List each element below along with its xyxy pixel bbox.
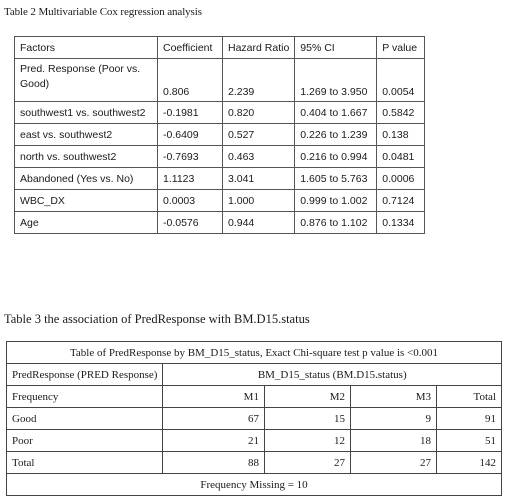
frequency-cell: 21 xyxy=(163,430,265,452)
table-row xyxy=(7,408,502,430)
table-row xyxy=(15,102,425,124)
table-footer-row xyxy=(7,474,502,496)
frequency-cell: 18 xyxy=(350,430,436,452)
ci-cell: 0.876 to 1.102 xyxy=(295,212,377,234)
frequency-cell: 9 xyxy=(350,408,436,430)
frequency-cell: 15 xyxy=(264,408,350,430)
header-cell: Factors xyxy=(15,37,158,59)
table2-caption: Table 2 Multivariable Cox regression analysis xyxy=(4,6,202,18)
row-variable-label: PredResponse (PRED Response) xyxy=(7,364,163,386)
header-cell: Hazard Ratio xyxy=(223,37,295,59)
frequency-cell: 12 xyxy=(264,430,350,452)
table-row xyxy=(7,452,502,474)
frequency-cell: 27 xyxy=(350,452,436,474)
coefficient-cell: -0.0576 xyxy=(158,212,223,234)
factor-cell: north vs. southwest2 xyxy=(15,146,158,168)
frequency-missing: Frequency Missing = 10 xyxy=(7,474,502,496)
table-row xyxy=(15,190,425,212)
factor-cell: east vs. southwest2 xyxy=(15,124,158,146)
table-title: Table of PredResponse by BM_D15_status, Exact Chi-square test p value is <0.001 xyxy=(7,342,502,364)
frequency-cell: 51 xyxy=(437,430,502,452)
frequency-table xyxy=(6,341,502,496)
frequency-cell: 91 xyxy=(437,408,502,430)
p-value-cell: 0.7124 xyxy=(377,190,425,212)
hazard-ratio-cell: 2.239 xyxy=(223,59,295,102)
header-cell: 95% CI xyxy=(295,37,377,59)
ci-cell: 0.216 to 0.994 xyxy=(295,146,377,168)
hazard-ratio-cell: 3.041 xyxy=(223,168,295,190)
table-title-row xyxy=(7,342,502,364)
table-row xyxy=(15,59,425,102)
coefficient-cell: 0.806 xyxy=(158,59,223,102)
coefficient-cell: -0.1981 xyxy=(158,102,223,124)
factor-cell: Abandoned (Yes vs. No) xyxy=(15,168,158,190)
hazard-ratio-cell: 0.527 xyxy=(223,124,295,146)
p-value-cell: 0.0006 xyxy=(377,168,425,190)
column-variable-label: BM_D15_status (BM.D15.status) xyxy=(163,364,502,386)
column-header: M2 xyxy=(264,386,350,408)
frequency-cell: 88 xyxy=(163,452,265,474)
frequency-cell: 142 xyxy=(437,452,502,474)
row-label: Good xyxy=(7,408,163,430)
coefficient-cell: -0.6409 xyxy=(158,124,223,146)
ci-cell: 1.269 to 3.950 xyxy=(295,59,377,102)
column-header: Total xyxy=(437,386,502,408)
p-value-cell: 0.1334 xyxy=(377,212,425,234)
stat-label: Frequency xyxy=(7,386,163,408)
frequency-cell: 27 xyxy=(264,452,350,474)
column-header: M3 xyxy=(350,386,436,408)
coefficient-cell: 0.0003 xyxy=(158,190,223,212)
factor-cell: Pred. Response (Poor vs. Good) xyxy=(15,59,158,102)
ci-cell: 0.226 to 1.239 xyxy=(295,124,377,146)
ci-cell: 0.999 to 1.002 xyxy=(295,190,377,212)
variable-header-row xyxy=(7,364,502,386)
factor-cell: WBC_DX xyxy=(15,190,158,212)
cox-regression-table xyxy=(14,36,425,234)
hazard-ratio-cell: 1.000 xyxy=(223,190,295,212)
coefficient-cell: 1.1123 xyxy=(158,168,223,190)
row-label: Poor xyxy=(7,430,163,452)
frequency-cell: 67 xyxy=(163,408,265,430)
table3-caption: Table 3 the association of PredResponse with BM.D15.status xyxy=(4,312,310,326)
ci-cell: 1.605 to 5.763 xyxy=(295,168,377,190)
p-value-cell: 0.138 xyxy=(377,124,425,146)
p-value-cell: 0.0481 xyxy=(377,146,425,168)
p-value-cell: 0.0054 xyxy=(377,59,425,102)
header-cell: Coefficient xyxy=(158,37,223,59)
hazard-ratio-cell: 0.944 xyxy=(223,212,295,234)
hazard-ratio-cell: 0.820 xyxy=(223,102,295,124)
table-row xyxy=(15,124,425,146)
ci-cell: 0.404 to 1.667 xyxy=(295,102,377,124)
table-row xyxy=(15,212,425,234)
factor-cell: Age xyxy=(15,212,158,234)
p-value-cell: 0.5842 xyxy=(377,102,425,124)
column-header-row xyxy=(7,386,502,408)
header-cell: P value xyxy=(377,37,425,59)
hazard-ratio-cell: 0.463 xyxy=(223,146,295,168)
row-label: Total xyxy=(7,452,163,474)
table-header-row xyxy=(15,37,425,59)
table-row xyxy=(15,146,425,168)
table-row xyxy=(15,168,425,190)
column-header: M1 xyxy=(163,386,265,408)
table-row xyxy=(7,430,502,452)
coefficient-cell: -0.7693 xyxy=(158,146,223,168)
factor-cell: southwest1 vs. southwest2 xyxy=(15,102,158,124)
